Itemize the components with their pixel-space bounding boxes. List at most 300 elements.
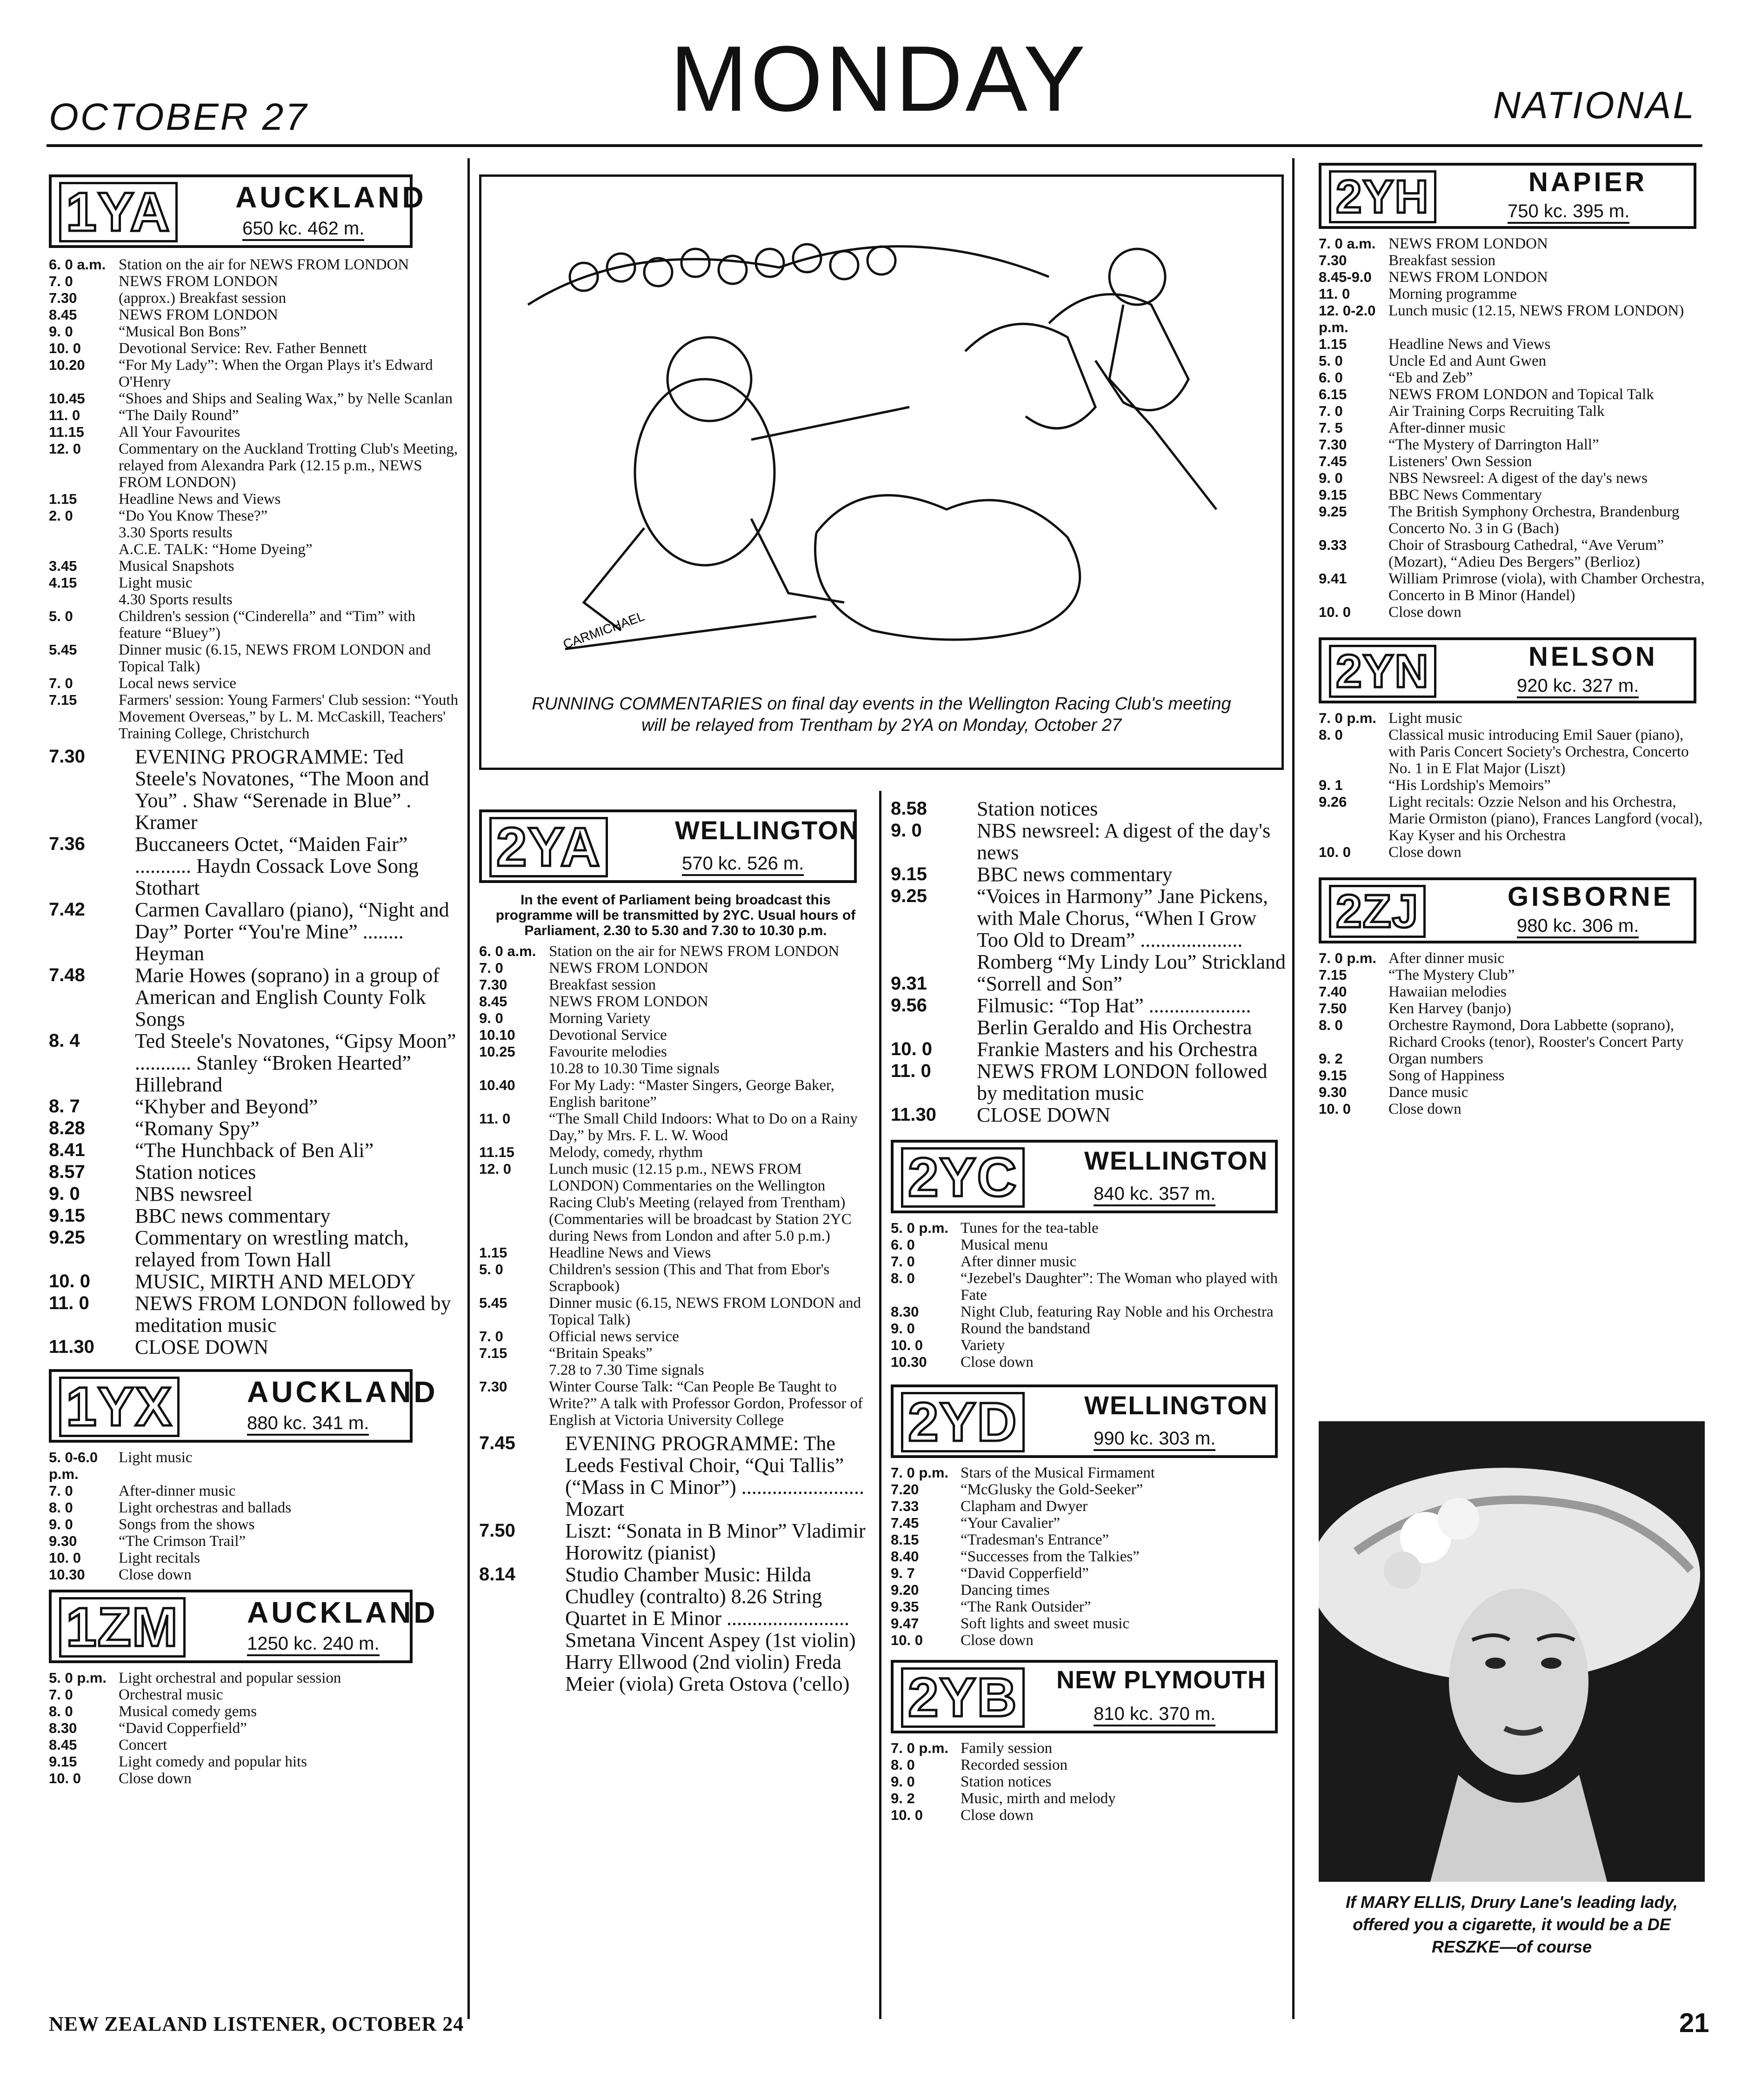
programme-entry: [1319, 369, 1705, 386]
programme-time: 10. 0: [1319, 844, 1351, 860]
programme-description: All Your Favourites: [119, 424, 240, 441]
programme-entry: [479, 1244, 872, 1261]
station-call-sign: 1ZM: [59, 1597, 186, 1658]
station-frequency: 810 kc. 370 m.: [1094, 1704, 1215, 1726]
programme-entry: [479, 976, 872, 993]
programme-description: “The Daily Round”: [119, 407, 239, 424]
programme-description: After-dinner music: [1388, 420, 1506, 436]
programme-time: 9.56: [891, 995, 927, 1016]
programme-list: [49, 1449, 460, 1583]
programme-entry: [891, 973, 1286, 995]
programme-entry: [49, 1449, 460, 1483]
cartoon-signature: CARMICHAEL: [561, 609, 647, 652]
programme-time: 9.15: [891, 864, 927, 884]
station-header: [49, 1369, 438, 1443]
programme-time: 7. 0: [479, 960, 503, 976]
programme-description: Choir of Strasbourg Cathedral, “Ave Verum” (Mozart), “Adieu Des Bergers” (Berlioz): [1388, 537, 1664, 570]
programme-description: Station on the air for NEWS FROM LONDON: [119, 256, 409, 273]
programme-description: Melody, comedy, rhythm: [549, 1144, 703, 1161]
programme-entry: [49, 1499, 460, 1516]
programme-description: Music, mirth and melody: [961, 1790, 1116, 1807]
programme-description: Devotional Service: Rev. Father Bennett: [119, 340, 367, 357]
programme-entry: [49, 1030, 460, 1096]
programme-description: “Do You Know These?”: [119, 508, 268, 524]
programme-time: 7. 0 p.m.: [1319, 950, 1377, 966]
programme-entry: [49, 1336, 460, 1358]
programme-entry: [49, 1686, 460, 1703]
programme-time: 7. 5: [1319, 420, 1343, 436]
programme-entry: [49, 1183, 460, 1205]
programme-time: 9.30: [1319, 1084, 1347, 1100]
programme-entry: [49, 1566, 460, 1583]
programme-description: “The Small Child Indoors: What to Do on a Rainy Day,” by Mrs. F. L. W. Wood: [549, 1110, 858, 1144]
programme-time: 8.14: [479, 1564, 515, 1585]
programme-entry: [1319, 604, 1705, 621]
programme-entry: [479, 1564, 872, 1695]
programme-description: For My Lady: “Master Singers, George Baker, English baritone”: [549, 1077, 834, 1110]
programme-time: 10. 0: [49, 340, 81, 356]
programme-time: 9. 1: [1319, 777, 1343, 793]
programme-entry: [891, 1220, 1286, 1237]
programme-entry: [49, 273, 460, 290]
programme-description: Listeners' Own Session: [1388, 453, 1532, 470]
programme-description: Morning programme: [1388, 286, 1517, 302]
programme-time: 6.15: [1319, 386, 1347, 402]
programme-entry: [891, 1498, 1286, 1515]
programme-description: Musical menu: [961, 1237, 1048, 1253]
programme-description: “David Copperfield”: [119, 1720, 247, 1737]
programme-entry: [1319, 1000, 1705, 1017]
programme-description: Close down: [961, 1807, 1034, 1824]
programme-entry: [49, 390, 460, 407]
programme-description: Ken Harvey (banjo): [1388, 1000, 1511, 1017]
programme-entry: [891, 1598, 1286, 1615]
programme-time: 7. 0: [891, 1253, 915, 1270]
programme-entry: [49, 1753, 460, 1770]
programme-time: 7.30: [479, 1378, 507, 1395]
programme-description: EVENING PROGRAMME: Ted Steele's Novatones, “The Moon and You” . Shaw “Serenade in Blue” . Kramer: [135, 745, 429, 834]
programme-entry: [891, 1565, 1286, 1582]
evening-programme: [479, 1432, 872, 1695]
programme-description: Close down: [1388, 1101, 1461, 1117]
programme-entry: [479, 1043, 872, 1060]
programme-entry: [49, 964, 460, 1030]
programme-description: 4.30 Sports results: [119, 591, 233, 608]
station-header: [479, 809, 857, 883]
programme-entry: [479, 960, 872, 976]
programme-description: Light music: [1388, 710, 1462, 727]
network-label: NATIONAL: [1493, 84, 1696, 127]
programme-entry: [479, 1027, 872, 1043]
programme-time: 7.15: [49, 692, 77, 708]
programme-time: 11.15: [479, 1144, 514, 1160]
programme-time: 9.30: [49, 1533, 77, 1549]
programme-time: 7.30: [1319, 436, 1347, 453]
station-2ya: [479, 809, 872, 1695]
programme-description: Orchestral music: [119, 1686, 223, 1703]
programme-entry: [49, 1227, 460, 1271]
programme-entry: [49, 1703, 460, 1720]
programme-description: Lunch music (12.15, NEWS FROM LONDON): [1388, 302, 1684, 319]
programme-entry: [479, 1060, 872, 1077]
programme-time: 7. 0 p.m.: [891, 1740, 949, 1756]
programme-entry: [49, 1139, 460, 1161]
programme-entry: [479, 1144, 872, 1161]
programme-description: After dinner music: [1388, 950, 1505, 967]
programme-entry: [891, 885, 1286, 973]
programme-time: 5. 0 p.m.: [891, 1220, 949, 1236]
programme-description: “His Lordship's Memoirs”: [1388, 777, 1551, 794]
programme-description: CLOSE DOWN: [977, 1104, 1111, 1126]
programme-time: 7. 0 p.m.: [891, 1465, 949, 1481]
programme-time: 8. 0: [891, 1757, 915, 1773]
programme-time: 9.31: [891, 973, 927, 994]
programme-entry: [49, 357, 460, 390]
programme-entry: [479, 1261, 872, 1295]
programme-entry: [891, 1270, 1286, 1304]
programme-entry: [891, 1515, 1286, 1532]
programme-time: 7.30: [1319, 252, 1347, 268]
programme-entry: [1319, 470, 1705, 487]
programme-entry: [479, 943, 872, 960]
station-city: NAPIER: [1528, 167, 1648, 197]
programme-time: 7.45: [891, 1515, 919, 1531]
programme-description: Dinner music (6.15, NEWS FROM LONDON and Topical Talk): [119, 642, 431, 675]
programme-entry: [1319, 967, 1705, 983]
programme-time: 8. 0: [891, 1270, 915, 1286]
programme-entry: [1319, 1050, 1705, 1067]
programme-time: 9.25: [891, 886, 927, 906]
programme-entry: [479, 1010, 872, 1027]
programme-description: NBS Newsreel: A digest of the day's news: [1388, 470, 1648, 487]
parliament-notice: In the event of Parliament being broadcast this programme will be transmitted by 2YC. Usual hours of Parliament, 2.30 to 5.30 and 7.30 to 10.30 p.m.: [495, 892, 856, 938]
programme-entry: [49, 1737, 460, 1753]
programme-description: “Voices in Harmony” Jane Pickens, with Male Chorus, “When I Grow Too Old to Dream” .................... Romberg “My Lindy Lou” Strickland: [977, 885, 1286, 973]
programme-description: Station notices: [977, 797, 1098, 820]
footer-publication: NEW ZEALAND LISTENER, OCTOBER 24: [49, 2013, 464, 2035]
programme-time: 9. 0: [49, 1516, 73, 1532]
programme-entry: [479, 1378, 872, 1429]
programme-time: 1.15: [479, 1244, 507, 1261]
programme-entry: [49, 675, 460, 692]
programme-time: 7.45: [479, 1433, 515, 1453]
programme-time: 10.45: [49, 390, 85, 407]
programme-list: [479, 943, 872, 1429]
programme-description: The British Symphony Orchestra, Brandenburg Concerto No. 3 in G (Bach): [1388, 503, 1680, 537]
programme-description: Farmers' session: Young Farmers' Club session: “Youth Movement Overseas,” by L. M. McCaskill, Teachers' Training College, Christchurch: [119, 692, 459, 742]
programme-description: Uncle Ed and Aunt Gwen: [1388, 353, 1547, 369]
programme-entry: [1319, 1067, 1705, 1084]
programme-entry: [1319, 537, 1705, 570]
programme-description: Soft lights and sweet music: [961, 1615, 1129, 1632]
station-city: AUCKLAND: [247, 1596, 438, 1629]
programme-description: Local news service: [119, 675, 236, 692]
programme-time: 9.47: [891, 1615, 919, 1632]
programme-time: 9. 0: [891, 1320, 915, 1337]
programme-description: NEWS FROM LONDON followed by meditation music: [135, 1292, 451, 1337]
programme-time: 7.30: [49, 746, 85, 767]
programme-entry: [891, 1060, 1286, 1104]
programme-time: 9. 7: [891, 1565, 915, 1581]
programme-description: Close down: [119, 1770, 192, 1787]
column-divider: [467, 158, 470, 2019]
programme-description: Close down: [961, 1354, 1034, 1371]
programme-time: 10.30: [49, 1566, 85, 1583]
programme-entry: [891, 1548, 1286, 1565]
programme-entry: [479, 1432, 872, 1520]
programme-entry: [891, 1104, 1286, 1126]
programme-description: Ted Steele's Novatones, “Gipsy Moon” ........... Stanley “Broken Hearted” Hillebrand: [135, 1030, 456, 1096]
programme-entry: [1319, 1084, 1705, 1101]
programme-time: 12. 0: [479, 1161, 511, 1177]
header-rule: [47, 144, 1702, 147]
programme-entry: [49, 323, 460, 340]
programme-time: 3.45: [49, 558, 77, 574]
programme-entry: [891, 1615, 1286, 1632]
programme-description: “McGlusky the Gold-Seeker”: [961, 1481, 1143, 1498]
programme-time: 10. 0: [891, 1337, 923, 1353]
programme-description: NEWS FROM LONDON: [119, 307, 278, 323]
programme-entry: [1319, 1017, 1705, 1050]
programme-entry: [49, 833, 460, 899]
programme-time: 8.15: [891, 1532, 919, 1548]
programme-description: “Britain Speaks”: [549, 1345, 653, 1362]
programme-time: 8.45: [49, 307, 77, 323]
programme-entry: [49, 1205, 460, 1227]
programme-description: NEWS FROM LONDON: [549, 993, 708, 1010]
programme-description: Stars of the Musical Firmament: [961, 1465, 1155, 1481]
programme-description: After-dinner music: [119, 1483, 236, 1499]
programme-time: 11. 0: [891, 1061, 931, 1081]
programme-time: 9. 0: [891, 820, 922, 841]
programme-description: Station on the air for NEWS FROM LONDON: [549, 943, 840, 960]
programme-entry: [49, 307, 460, 323]
programme-entry: [1319, 252, 1705, 269]
programme-description: Song of Happiness: [1388, 1067, 1505, 1084]
programme-entry: [1319, 503, 1705, 537]
programme-time: 7.42: [49, 899, 85, 920]
programme-entry: [1319, 844, 1705, 861]
programme-description: Variety: [961, 1337, 1005, 1354]
programme-entry: [891, 1354, 1286, 1371]
programme-time: 12. 0: [49, 441, 81, 457]
programme-entry: [891, 1773, 1286, 1790]
programme-description: “The Mystery of Darrington Hall”: [1388, 436, 1599, 453]
station-call-sign: 2YN: [1329, 645, 1436, 698]
programme-description: Lunch music (12.15 p.m., NEWS FROM LONDON) Commentaries on the Wellington Racing Club's Meeting (relayed from Trentham) (Commentaries will be broadcast by Station 2YC during News from London and after 5.0 p.m.): [549, 1161, 852, 1244]
programme-description: Close down: [1388, 604, 1461, 621]
station-header: [49, 1590, 438, 1663]
programme-time: 9.41: [1319, 570, 1347, 587]
programme-entry: [479, 1328, 872, 1345]
programme-entry: [1319, 286, 1705, 302]
programme-description: NEWS FROM LONDON: [1388, 269, 1548, 286]
programme-time: 7. 0: [479, 1328, 503, 1344]
programme-entry: [891, 1532, 1286, 1548]
station-frequency: 1250 kc. 240 m.: [247, 1633, 380, 1656]
programme-description: Close down: [961, 1632, 1034, 1649]
station-frequency: 920 kc. 327 m.: [1517, 675, 1639, 698]
programme-time: 5.45: [479, 1295, 507, 1311]
programme-list: [891, 1220, 1286, 1371]
programme-entry: [479, 1161, 872, 1244]
programme-description: NEWS FROM LONDON: [119, 273, 278, 290]
programme-description: “Successes from the Talkies”: [961, 1548, 1140, 1565]
station-call-sign: 2YC: [901, 1147, 1025, 1208]
programme-description: 3.30 Sports results: [119, 524, 233, 541]
programme-description: “The Rank Outsider”: [961, 1598, 1091, 1615]
programme-time: 7. 0: [49, 675, 73, 691]
programme-entry: [479, 1362, 872, 1378]
programme-time: 7.50: [1319, 1000, 1347, 1017]
programme-entry: [49, 608, 460, 642]
programme-description: 7.28 to 7.30 Time signals: [549, 1362, 704, 1378]
programme-entry: [49, 508, 460, 524]
programme-description: Favourite melodies: [549, 1043, 667, 1060]
programme-description: Morning Variety: [549, 1010, 651, 1027]
programme-time: 7.20: [891, 1481, 919, 1498]
programme-time: 9.15: [49, 1205, 85, 1226]
programme-description: Marie Howes (soprano) in a group of American and English County Folk Songs: [135, 964, 440, 1030]
station-header: [891, 1660, 1278, 1733]
programme-entry: [479, 1110, 872, 1144]
programme-description: BBC news commentary: [977, 863, 1173, 886]
station-call-sign: 2ZJ: [1329, 885, 1426, 938]
programme-time: 11.30: [49, 1337, 94, 1357]
programme-time: 8.45: [49, 1737, 77, 1753]
programme-entry: [891, 995, 1286, 1038]
programme-description: “David Copperfield”: [961, 1565, 1089, 1582]
programme-entry: [49, 1096, 460, 1117]
station-header: [1319, 163, 1696, 229]
station-frequency: 880 kc. 341 m.: [247, 1413, 369, 1436]
programme-description: “Jezebel's Daughter”: The Woman who played with Fate: [961, 1270, 1278, 1304]
programme-time: 9.25: [49, 1227, 85, 1248]
programme-time: 8.28: [49, 1118, 85, 1138]
programme-time: 10. 0: [49, 1550, 81, 1566]
programme-time: 1.15: [1319, 336, 1347, 352]
programme-time: 10.10: [479, 1027, 515, 1043]
programme-time: 9. 2: [891, 1790, 915, 1806]
programme-description: Station notices: [135, 1161, 256, 1184]
column-divider: [1292, 158, 1295, 2019]
programme-description: NEWS FROM LONDON followed by meditation music: [977, 1060, 1268, 1104]
programme-time: 12. 0-2.0 p.m.: [1319, 302, 1376, 335]
programme-time: 10. 0: [49, 1271, 90, 1291]
programme-description: CLOSE DOWN: [135, 1336, 269, 1358]
programme-time: [49, 541, 119, 558]
programme-description: “Sorrell and Son”: [977, 972, 1122, 995]
programme-time: 9. 0: [49, 1184, 80, 1204]
station-city: NELSON: [1528, 642, 1658, 672]
cartoon-caption: RUNNING COMMENTARIES on final day events in the Wellington Racing Club's meeting will be relayed from Trentham by 2YA on Monday, October 27: [532, 694, 1231, 735]
programme-time: 10.40: [479, 1077, 515, 1093]
programme-time: 7. 0: [1319, 403, 1343, 419]
programme-entry: [49, 524, 460, 541]
programme-entry: [1319, 436, 1705, 453]
programme-time: 8.58: [891, 798, 927, 819]
programme-entry: [49, 1533, 460, 1550]
programme-description: Light music: [119, 1449, 193, 1466]
programme-description: Studio Chamber Music: Hilda Chudley (contralto) 8.26 String Quartet in E Minor ........................ Smetana Vincent Aspey (1st violin) Harry Ellwood (2nd violin) Freda Meier (viola) Greta Ostova ('cello): [565, 1563, 856, 1695]
programme-entry: [1319, 336, 1705, 353]
programme-description: Light comedy and popular hits: [119, 1753, 307, 1770]
station-2yh: [1319, 163, 1705, 1117]
programme-entry: [1319, 983, 1705, 1000]
programme-list: [891, 1740, 1286, 1824]
station-frequency: 750 kc. 395 m.: [1508, 201, 1629, 224]
programme-entry: [49, 256, 460, 273]
programme-description: “Musical Bon Bons”: [119, 323, 247, 340]
station-call-sign: 2YB: [901, 1667, 1025, 1728]
programme-description: Light orchestral and popular session: [119, 1670, 341, 1686]
programme-entry: [1319, 710, 1705, 727]
programme-time: 6. 0 a.m.: [49, 256, 106, 273]
programme-entry: [891, 1038, 1286, 1060]
programme-time: 9.15: [49, 1753, 77, 1770]
programme-time: 5. 0 p.m.: [49, 1670, 107, 1686]
programme-description: Breakfast session: [1388, 252, 1496, 269]
programme-time: 11. 0: [49, 407, 80, 423]
programme-description: Light music: [119, 575, 193, 591]
programme-description: Children's session (This and That from Ebor's Scrapbook): [549, 1261, 830, 1295]
programme-time: 7. 0 p.m.: [1319, 710, 1377, 726]
programme-time: 7.50: [479, 1520, 515, 1541]
programme-time: 7.30: [49, 290, 77, 306]
programme-description: Frankie Masters and his Orchestra: [977, 1038, 1258, 1061]
programme-entry: [1319, 453, 1705, 470]
programme-time: 7. 0: [49, 1483, 73, 1499]
programme-entry: [49, 642, 460, 675]
programme-time: 9.35: [891, 1598, 919, 1615]
programme-description: Breakfast session: [549, 976, 656, 993]
programme-time: 10.25: [479, 1043, 515, 1060]
programme-description: NEWS FROM LONDON: [1388, 235, 1548, 252]
station-city: WELLINGTON: [675, 816, 859, 845]
programme-description: Recorded session: [961, 1757, 1068, 1773]
station-header: [891, 1384, 1278, 1458]
programme-description: Commentary on wrestling match, relayed from Town Hall: [135, 1226, 409, 1271]
programme-entry: [49, 558, 460, 575]
station-header: [1319, 877, 1696, 943]
programme-description: MUSIC, MIRTH AND MELODY: [135, 1270, 416, 1293]
programme-description: Children's session (“Cinderella” and “Tim” with feature “Bluey”): [119, 608, 416, 642]
programme-description: Hawaiian melodies: [1388, 983, 1507, 1000]
programme-time: 8. 4: [49, 1030, 80, 1051]
programme-description: (approx.) Breakfast session: [119, 290, 287, 307]
programme-description: Commentary on the Auckland Trotting Club's Meeting, relayed from Alexandra Park (12.15 p.m., NEWS FROM LONDON): [119, 441, 458, 491]
programme-time: 7.15: [479, 1345, 507, 1361]
programme-list: [49, 1670, 460, 1787]
programme-time: 7.36: [49, 834, 85, 854]
programme-time: 7.40: [1319, 983, 1347, 1000]
programme-time: 8.45: [479, 993, 507, 1010]
programme-time: 7. 0: [49, 1686, 73, 1703]
programme-time: [49, 591, 119, 608]
programme-entry: [49, 899, 460, 964]
programme-description: Winter Course Talk: “Can People Be Taught to Write?” A talk with Professor Gordon, Professor of English at Victoria University College: [549, 1378, 863, 1429]
programme-entry: [49, 340, 460, 357]
programme-description: Songs from the shows: [119, 1516, 255, 1533]
programme-entry: [479, 1520, 872, 1564]
programme-time: 7.15: [1319, 967, 1347, 983]
programme-time: 8.41: [49, 1140, 85, 1160]
programme-description: NBS newsreel: A digest of the day's news: [977, 819, 1271, 864]
station-1ya: [49, 174, 460, 1787]
programme-description: Air Training Corps Recruiting Talk: [1388, 403, 1605, 420]
station-city: AUCKLAND: [235, 181, 427, 214]
programme-description: EVENING PROGRAMME: The Leeds Festival Choir, “Qui Tallis” (“Mass in C Minor”) ........................ Mozart: [565, 1432, 864, 1520]
